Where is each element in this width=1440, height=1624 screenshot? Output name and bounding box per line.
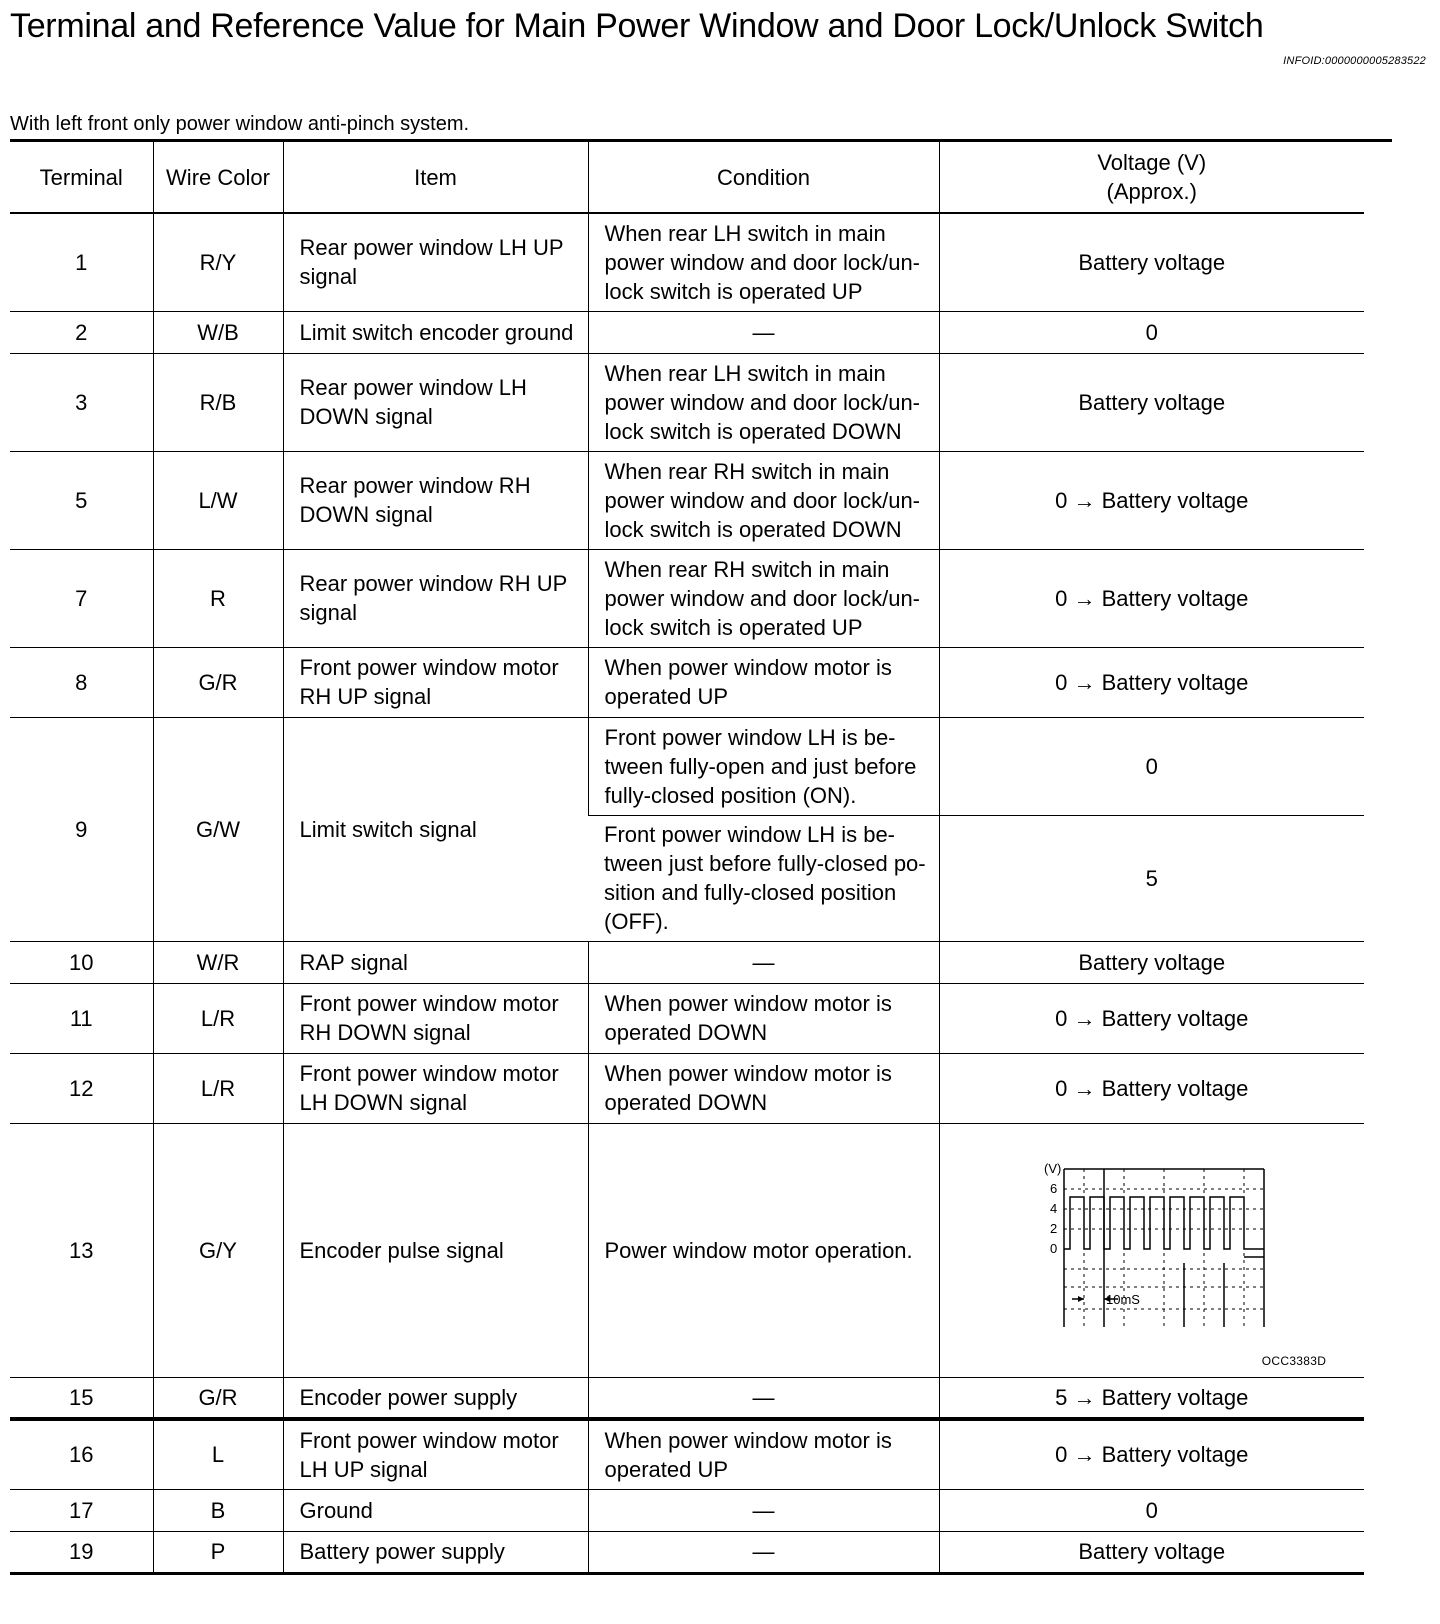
cell-item: Ground bbox=[283, 1489, 588, 1531]
waveform-y-tick: 2 bbox=[1049, 1221, 1057, 1236]
cell-condition: Front power window LH is be-tween fully-open and just before fully-closed position (ON). bbox=[588, 717, 939, 815]
cell-terminal: 10 bbox=[10, 941, 153, 983]
intro-text: With left front only power window anti-pinch system. bbox=[10, 113, 470, 135]
cell-wire-color: L bbox=[153, 1419, 283, 1489]
waveform-y-tick: 6 bbox=[1049, 1181, 1057, 1196]
page-title: Terminal and Reference Value for Main Power Window and Door Lock/Unlock Switch bbox=[10, 7, 1264, 45]
cell-condition: When rear LH switch in main power window and door lock/un-lock switch is operated DOWN bbox=[588, 353, 939, 451]
cell-terminal: 1 bbox=[10, 213, 153, 311]
cell-terminal: 5 bbox=[10, 451, 153, 549]
cell-condition: Power window motor operation. bbox=[588, 1123, 939, 1377]
cell-voltage: 0 → Battery voltage bbox=[939, 1053, 1364, 1123]
cell-terminal: 12 bbox=[10, 1053, 153, 1123]
header-condition: Condition bbox=[588, 142, 939, 213]
cell-item: Rear power window RH UP signal bbox=[283, 549, 588, 647]
header-voltage-line2: (Approx.) bbox=[1106, 179, 1197, 204]
cell-voltage: 5 → Battery voltage bbox=[939, 1377, 1364, 1419]
header-item: Item bbox=[283, 142, 588, 213]
terminal-reference-table bbox=[10, 142, 1364, 1575]
cell-wire-color: R bbox=[153, 549, 283, 647]
cell-condition: When power window motor is operated DOWN bbox=[588, 1053, 939, 1123]
cell-voltage: Battery voltage bbox=[939, 213, 1364, 311]
cell-voltage: Battery voltage bbox=[939, 1531, 1364, 1573]
cell-condition: When rear RH switch in main power window and door lock/un-lock switch is operated DOWN bbox=[588, 451, 939, 549]
cell-condition: When power window motor is operated DOWN bbox=[588, 983, 939, 1053]
cell-wire-color: G/Y bbox=[153, 1123, 283, 1377]
cell-item: Rear power window RH DOWN signal bbox=[283, 451, 588, 549]
cell-wire-color: L/W bbox=[153, 451, 283, 549]
cell-terminal: 16 bbox=[10, 1419, 153, 1489]
table-row bbox=[10, 451, 1364, 549]
cell-voltage: 0 bbox=[939, 1489, 1364, 1531]
cell-condition: — bbox=[588, 1489, 939, 1531]
info-id: INFOID:0000000005283522 bbox=[1283, 55, 1426, 67]
cell-terminal: 17 bbox=[10, 1489, 153, 1531]
cell-condition: — bbox=[588, 311, 939, 353]
waveform-y-tick: 4 bbox=[1049, 1201, 1057, 1216]
cell-terminal: 15 bbox=[10, 1377, 153, 1419]
cell-item: Front power window motor LH UP signal bbox=[283, 1419, 588, 1489]
cell-condition: When rear RH switch in main power window and door lock/un-lock switch is operated UP bbox=[588, 549, 939, 647]
table-header-row bbox=[10, 142, 1364, 213]
encoder-pulse-waveform bbox=[1038, 1157, 1268, 1337]
table-row bbox=[10, 717, 1364, 815]
table-row bbox=[10, 1053, 1364, 1123]
cell-condition: When rear LH switch in main power window and door lock/un-lock switch is operated UP bbox=[588, 213, 939, 311]
waveform-unit-label: (V) bbox=[1043, 1161, 1062, 1176]
cell-wire-color: R/B bbox=[153, 353, 283, 451]
cell-voltage: Battery voltage bbox=[939, 353, 1364, 451]
cell-voltage: 0 → Battery voltage bbox=[939, 451, 1364, 549]
cell-voltage: 0 → Battery voltage bbox=[939, 983, 1364, 1053]
table-row bbox=[10, 647, 1364, 717]
cell-voltage-waveform bbox=[939, 1123, 1364, 1377]
cell-terminal: 8 bbox=[10, 647, 153, 717]
cell-voltage: 0 → Battery voltage bbox=[939, 647, 1364, 717]
cell-terminal: 19 bbox=[10, 1531, 153, 1573]
cell-wire-color: G/R bbox=[153, 1377, 283, 1419]
cell-voltage: 0 → Battery voltage bbox=[939, 1419, 1364, 1489]
cell-condition: Front power window LH is be-tween just before fully-closed po-sition and fully-closed position (OFF). bbox=[588, 815, 939, 941]
cell-condition: When power window motor is operated UP bbox=[588, 1419, 939, 1489]
figure-code: OCC3383D bbox=[1261, 1354, 1327, 1368]
cell-voltage: 5 bbox=[939, 815, 1364, 941]
cell-voltage: 0 → Battery voltage bbox=[939, 549, 1364, 647]
header-terminal: Terminal bbox=[10, 142, 153, 213]
cell-voltage: 0 bbox=[939, 311, 1364, 353]
cell-item: Front power window motor LH DOWN signal bbox=[283, 1053, 588, 1123]
cell-wire-color: B bbox=[153, 1489, 283, 1531]
cell-terminal: 7 bbox=[10, 549, 153, 647]
cell-terminal: 13 bbox=[10, 1123, 153, 1377]
cell-item: Battery power supply bbox=[283, 1531, 588, 1573]
cell-item: Limit switch signal bbox=[283, 717, 588, 941]
cell-condition: — bbox=[588, 941, 939, 983]
cell-wire-color: P bbox=[153, 1531, 283, 1573]
cell-wire-color: L/R bbox=[153, 983, 283, 1053]
cell-wire-color: W/B bbox=[153, 311, 283, 353]
header-wire-color: Wire Color bbox=[153, 142, 283, 213]
table-row bbox=[10, 311, 1364, 353]
cell-item: Rear power window LH UP signal bbox=[283, 213, 588, 311]
table-row bbox=[10, 1123, 1364, 1377]
encoder-waveform-figure bbox=[1002, 1137, 1327, 1368]
table-row bbox=[10, 1377, 1364, 1419]
cell-condition: — bbox=[588, 1377, 939, 1419]
cell-item: Limit switch encoder ground bbox=[283, 311, 588, 353]
cell-wire-color: G/W bbox=[153, 717, 283, 941]
table-row bbox=[10, 983, 1364, 1053]
table-row bbox=[10, 1489, 1364, 1531]
cell-voltage: Battery voltage bbox=[939, 941, 1364, 983]
waveform-time-label: 10mS bbox=[1105, 1292, 1140, 1307]
cell-wire-color: L/R bbox=[153, 1053, 283, 1123]
table-row bbox=[10, 549, 1364, 647]
cell-terminal: 11 bbox=[10, 983, 153, 1053]
cell-item: Encoder pulse signal bbox=[283, 1123, 588, 1377]
table-row bbox=[10, 353, 1364, 451]
header-voltage bbox=[939, 142, 1364, 213]
cell-condition: — bbox=[588, 1531, 939, 1573]
cell-voltage: 0 bbox=[939, 717, 1364, 815]
table-row bbox=[10, 1419, 1364, 1489]
header-voltage-line1: Voltage (V) bbox=[1097, 150, 1207, 175]
cell-wire-color: W/R bbox=[153, 941, 283, 983]
cell-condition: When power window motor is operated UP bbox=[588, 647, 939, 717]
cell-wire-color: G/R bbox=[153, 647, 283, 717]
cell-item: Front power window motor RH DOWN signal bbox=[283, 983, 588, 1053]
cell-item: Encoder power supply bbox=[283, 1377, 588, 1419]
cell-wire-color: R/Y bbox=[153, 213, 283, 311]
waveform-y-tick: 0 bbox=[1049, 1241, 1057, 1256]
cell-terminal: 3 bbox=[10, 353, 153, 451]
cell-terminal: 9 bbox=[10, 717, 153, 941]
cell-item: Front power window motor RH UP signal bbox=[283, 647, 588, 717]
cell-item: RAP signal bbox=[283, 941, 588, 983]
cell-item: Rear power window LH DOWN signal bbox=[283, 353, 588, 451]
cell-terminal: 2 bbox=[10, 311, 153, 353]
table-row bbox=[10, 941, 1364, 983]
table-row bbox=[10, 213, 1364, 311]
table-row bbox=[10, 1531, 1364, 1573]
